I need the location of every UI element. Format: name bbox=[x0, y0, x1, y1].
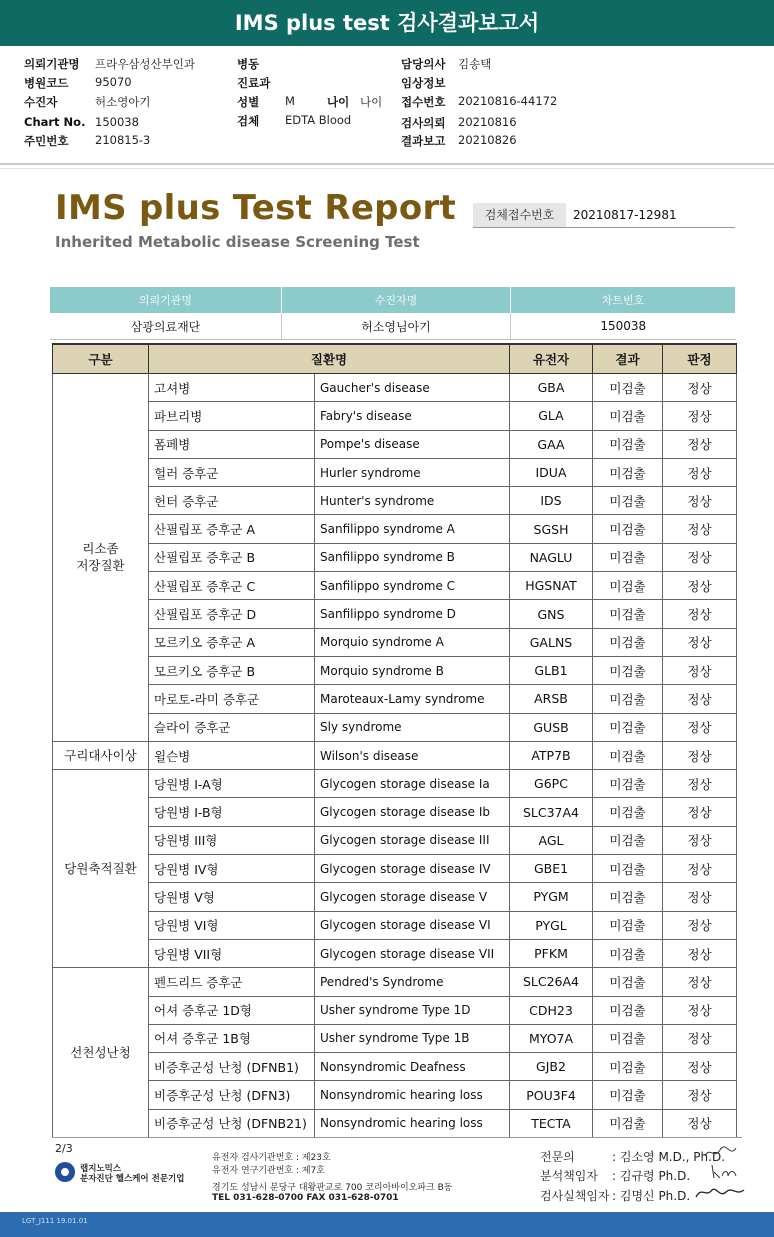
table-row bbox=[53, 628, 737, 656]
header-label: 검사의뢰 bbox=[401, 116, 446, 130]
receipt-label: 검체접수번호 bbox=[473, 203, 566, 227]
cell-result: 미검출 bbox=[593, 1109, 663, 1137]
cell-judgment: 정상 bbox=[663, 855, 737, 883]
cell-result: 미검출 bbox=[593, 741, 663, 769]
info-value: 허소영님아기 bbox=[282, 313, 511, 340]
cell-result: 미검출 bbox=[593, 572, 663, 600]
header-label: 주민번호 bbox=[24, 134, 69, 148]
table-row bbox=[53, 1024, 737, 1052]
cell-result: 미검출 bbox=[593, 1081, 663, 1109]
header-label: 병원코드 bbox=[24, 76, 69, 90]
cell-en: Morquio syndrome B bbox=[315, 656, 510, 684]
signature-1-icon bbox=[700, 1144, 740, 1162]
cell-judgment: 정상 bbox=[663, 1109, 737, 1137]
cell-en: Nonsyndromic Deafness bbox=[315, 1053, 510, 1081]
cell-result: 미검출 bbox=[593, 656, 663, 684]
cell-result: 미검출 bbox=[593, 996, 663, 1024]
cell-gene: POU3F4 bbox=[510, 1081, 593, 1109]
cell-judgment: 정상 bbox=[663, 1081, 737, 1109]
cell-ko: 당원병 I-A형 bbox=[149, 770, 315, 798]
cell-ko: 슬라이 증후군 bbox=[149, 713, 315, 741]
report-banner: IMS plus test 검사결과보고서 bbox=[0, 0, 774, 46]
table-row bbox=[53, 741, 737, 769]
cell-en: Nonsyndromic hearing loss bbox=[315, 1081, 510, 1109]
cell-en: Morquio syndrome A bbox=[315, 628, 510, 656]
cell-result: 미검출 bbox=[593, 1053, 663, 1081]
signer-name: : 김명신 Ph.D. bbox=[612, 1189, 691, 1203]
patient-header bbox=[0, 0, 774, 160]
cell-result: 미검출 bbox=[593, 430, 663, 458]
cell-result: 미검출 bbox=[593, 458, 663, 486]
form-code: LGT_J111 19.01.01 bbox=[22, 1217, 88, 1225]
header-label: 진료과 bbox=[237, 76, 271, 90]
cell-result: 미검출 bbox=[593, 855, 663, 883]
cell-result: 미검출 bbox=[593, 374, 663, 402]
cell-judgment: 정상 bbox=[663, 741, 737, 769]
cell-ko: 당원병 I-B형 bbox=[149, 798, 315, 826]
cell-ko: 비증후군성 난청 (DFNB21) bbox=[149, 1109, 315, 1137]
table-row bbox=[53, 798, 737, 826]
receipt-value: 20210817-12981 bbox=[573, 208, 677, 222]
header-divider bbox=[0, 163, 774, 165]
header-value: 150038 bbox=[95, 115, 139, 129]
cell-ko: 윌슨병 bbox=[149, 741, 315, 769]
header-value: 프라우삼성산부인과 bbox=[95, 57, 195, 71]
cell-result: 미검출 bbox=[593, 515, 663, 543]
cell-en: Usher syndrome Type 1B bbox=[315, 1024, 510, 1052]
cell-en: Hurler syndrome bbox=[315, 458, 510, 486]
header-value: 김송택 bbox=[458, 57, 492, 71]
cell-judgment: 정상 bbox=[663, 713, 737, 741]
table-row bbox=[53, 458, 737, 486]
header-label: 접수번호 bbox=[401, 95, 446, 109]
cell-gene: ATP7B bbox=[510, 741, 593, 769]
footer-line: TEL 031-628-0700 FAX 031-628-0701 bbox=[212, 1193, 399, 1203]
footer-line: 유전자 연구기관번호 : 제7호 bbox=[212, 1166, 325, 1176]
footer-divider bbox=[52, 1137, 742, 1138]
cell-gene: ARSB bbox=[510, 685, 593, 713]
cell-judgment: 정상 bbox=[663, 939, 737, 967]
cell-judgment: 정상 bbox=[663, 1053, 737, 1081]
cell-result: 미검출 bbox=[593, 628, 663, 656]
category-text: 당원축적질환 bbox=[64, 861, 137, 877]
cell-en: Pompe's disease bbox=[315, 430, 510, 458]
cell-ko: 모르키오 증후군 B bbox=[149, 656, 315, 684]
table-row bbox=[53, 1109, 737, 1137]
cell-judgment: 정상 bbox=[663, 1024, 737, 1052]
info-header: 의뢰기관명 bbox=[50, 287, 282, 313]
cell-ko: 마로토-라미 증후군 bbox=[149, 685, 315, 713]
table-row bbox=[53, 911, 737, 939]
cell-en: Glycogen storage disease VII bbox=[315, 939, 510, 967]
cell-en: Usher syndrome Type 1D bbox=[315, 996, 510, 1024]
info-value: 삼광의료재단 bbox=[50, 313, 282, 340]
cell-gene: GJB2 bbox=[510, 1053, 593, 1081]
cell-gene: GALNS bbox=[510, 628, 593, 656]
cell-ko: 비증후군성 난청 (DFN3) bbox=[149, 1081, 315, 1109]
table-row bbox=[53, 968, 737, 996]
cell-gene: MYO7A bbox=[510, 1024, 593, 1052]
table-row bbox=[53, 600, 737, 628]
cell-result: 미검출 bbox=[593, 911, 663, 939]
header-label: 수진자 bbox=[24, 95, 58, 109]
cell-judgment: 정상 bbox=[663, 996, 737, 1024]
results-table bbox=[52, 343, 737, 1138]
category-text: 리소좀 bbox=[82, 541, 119, 557]
cell-ko: 당원병 VI형 bbox=[149, 911, 315, 939]
report-subtitle: Inherited Metabolic disease Screening Test bbox=[55, 233, 420, 251]
cell-judgment: 정상 bbox=[663, 458, 737, 486]
col-header: 결과 bbox=[593, 344, 663, 374]
info-header: 차트번호 bbox=[511, 287, 736, 313]
cell-gene: IDUA bbox=[510, 458, 593, 486]
cell-en: Sanfilippo syndrome B bbox=[315, 543, 510, 571]
table-row bbox=[53, 402, 737, 430]
info-header: 수진자명 bbox=[282, 287, 511, 313]
cell-en: Sanfilippo syndrome A bbox=[315, 515, 510, 543]
cell-en: Sly syndrome bbox=[315, 713, 510, 741]
col-header: 구분 bbox=[53, 344, 149, 374]
cell-en: Gaucher's disease bbox=[315, 374, 510, 402]
header-label: 나이 bbox=[327, 95, 350, 109]
cell-ko: 어셔 증후군 1B형 bbox=[149, 1024, 315, 1052]
header-value: 20210816-44172 bbox=[458, 94, 558, 108]
cell-judgment: 정상 bbox=[663, 430, 737, 458]
bottom-bar bbox=[0, 1212, 774, 1237]
cell-gene: SLC26A4 bbox=[510, 968, 593, 996]
cell-judgment: 정상 bbox=[663, 883, 737, 911]
cell-judgment: 정상 bbox=[663, 515, 737, 543]
cell-en: Glycogen storage disease IV bbox=[315, 855, 510, 883]
cell-gene: HGSNAT bbox=[510, 572, 593, 600]
signer-role: 분석책임자 bbox=[540, 1169, 598, 1183]
cell-ko: 비증후군성 난청 (DFNB1) bbox=[149, 1053, 315, 1081]
cell-judgment: 정상 bbox=[663, 656, 737, 684]
cell-judgment: 정상 bbox=[663, 600, 737, 628]
cell-ko: 헌터 증후군 bbox=[149, 487, 315, 515]
signature-3-icon bbox=[694, 1182, 750, 1202]
category-cell bbox=[53, 968, 149, 1138]
cell-en: Wilson's disease bbox=[315, 741, 510, 769]
cell-ko: 당원병 IV형 bbox=[149, 855, 315, 883]
company-logo bbox=[55, 1162, 75, 1182]
table-row bbox=[53, 939, 737, 967]
header-value: 95070 bbox=[95, 75, 132, 89]
cell-gene: GLA bbox=[510, 402, 593, 430]
cell-result: 미검출 bbox=[593, 939, 663, 967]
col-header: 질환명 bbox=[149, 344, 510, 374]
cell-ko: 헐러 증후군 bbox=[149, 458, 315, 486]
cell-en: Pendred's Syndrome bbox=[315, 968, 510, 996]
table-row bbox=[53, 374, 737, 402]
category-cell bbox=[53, 374, 149, 742]
cell-gene: GNS bbox=[510, 600, 593, 628]
info-value: 150038 bbox=[511, 313, 736, 340]
cell-gene: GBA bbox=[510, 374, 593, 402]
cell-en: Fabry's disease bbox=[315, 402, 510, 430]
cell-judgment: 정상 bbox=[663, 628, 737, 656]
cell-judgment: 정상 bbox=[663, 798, 737, 826]
signer-name: : 김규령 Ph.D. bbox=[612, 1169, 691, 1183]
header-value: 210815-3 bbox=[95, 133, 151, 147]
report-title: IMS plus Test Report bbox=[55, 188, 457, 228]
cell-gene: GAA bbox=[510, 430, 593, 458]
receipt-number-box bbox=[473, 203, 735, 228]
col-header: 유전자 bbox=[510, 344, 593, 374]
cell-judgment: 정상 bbox=[663, 402, 737, 430]
table-row bbox=[53, 515, 737, 543]
cell-judgment: 정상 bbox=[663, 487, 737, 515]
cell-ko: 펜드리드 증후군 bbox=[149, 968, 315, 996]
cell-judgment: 정상 bbox=[663, 543, 737, 571]
cell-gene: SGSH bbox=[510, 515, 593, 543]
cell-result: 미검출 bbox=[593, 883, 663, 911]
cell-en: Sanfilippo syndrome C bbox=[315, 572, 510, 600]
cell-ko: 당원병 V형 bbox=[149, 883, 315, 911]
cell-ko: 산필립포 증후군 A bbox=[149, 515, 315, 543]
table-row bbox=[53, 487, 737, 515]
table-row bbox=[53, 1081, 737, 1109]
signer-name: : 김소영 M.D., Ph.D. bbox=[612, 1150, 726, 1164]
category-text: 선천성난청 bbox=[70, 1045, 131, 1061]
header-value: 나이 bbox=[360, 95, 383, 109]
cell-judgment: 정상 bbox=[663, 374, 737, 402]
header-label: 임상정보 bbox=[401, 76, 446, 90]
cell-en: Glycogen storage disease V bbox=[315, 883, 510, 911]
cell-result: 미검출 bbox=[593, 685, 663, 713]
cell-ko: 모르키오 증후군 A bbox=[149, 628, 315, 656]
table-row bbox=[53, 572, 737, 600]
cell-gene: SLC37A4 bbox=[510, 798, 593, 826]
cell-result: 미검출 bbox=[593, 600, 663, 628]
col-header: 판정 bbox=[663, 344, 737, 374]
table-row bbox=[53, 883, 737, 911]
cell-en: Sanfilippo syndrome D bbox=[315, 600, 510, 628]
company-tagline: 분자진단 헬스케어 전문기업 bbox=[80, 1174, 185, 1184]
table-row bbox=[53, 656, 737, 684]
header-divider-thin bbox=[0, 168, 774, 169]
logo-dot-icon bbox=[61, 1168, 69, 1176]
requester-info-table bbox=[50, 287, 736, 340]
signature-2-icon bbox=[706, 1162, 742, 1182]
cell-en: Maroteaux-Lamy syndrome bbox=[315, 685, 510, 713]
table-row bbox=[53, 543, 737, 571]
cell-en: Nonsyndromic hearing loss bbox=[315, 1109, 510, 1137]
table-row bbox=[53, 770, 737, 798]
cell-en: Glycogen storage disease III bbox=[315, 826, 510, 854]
category-cell bbox=[53, 770, 149, 968]
cell-judgment: 정상 bbox=[663, 968, 737, 996]
cell-judgment: 정상 bbox=[663, 572, 737, 600]
cell-gene: GBE1 bbox=[510, 855, 593, 883]
header-value: 20210816 bbox=[458, 115, 517, 129]
cell-judgment: 정상 bbox=[663, 826, 737, 854]
cell-gene: AGL bbox=[510, 826, 593, 854]
cell-gene: G6PC bbox=[510, 770, 593, 798]
category-text: 저장질환 bbox=[76, 558, 125, 574]
cell-judgment: 정상 bbox=[663, 770, 737, 798]
table-row bbox=[53, 1053, 737, 1081]
cell-result: 미검출 bbox=[593, 770, 663, 798]
category-cell bbox=[53, 741, 149, 769]
cell-en: Glycogen storage disease VI bbox=[315, 911, 510, 939]
header-label: 검체 bbox=[237, 114, 260, 128]
cell-result: 미검출 bbox=[593, 826, 663, 854]
cell-result: 미검출 bbox=[593, 968, 663, 996]
cell-judgment: 정상 bbox=[663, 685, 737, 713]
signer-role: 전문의 bbox=[540, 1150, 575, 1164]
header-label: Chart No. bbox=[24, 115, 86, 129]
cell-result: 미검출 bbox=[593, 1024, 663, 1052]
cell-result: 미검출 bbox=[593, 713, 663, 741]
cell-result: 미검출 bbox=[593, 402, 663, 430]
cell-result: 미검출 bbox=[593, 487, 663, 515]
header-label: 담당의사 bbox=[401, 57, 446, 71]
cell-judgment: 정상 bbox=[663, 911, 737, 939]
cell-ko: 당원병 III형 bbox=[149, 826, 315, 854]
cell-ko: 고셔병 bbox=[149, 374, 315, 402]
header-label: 결과보고 bbox=[401, 134, 446, 148]
footer-line: 유전자 검사기관번호 : 제23호 bbox=[212, 1153, 331, 1163]
cell-gene: GLB1 bbox=[510, 656, 593, 684]
cell-ko: 파브리병 bbox=[149, 402, 315, 430]
cell-en: Glycogen storage disease Ib bbox=[315, 798, 510, 826]
page-number: 2/3 bbox=[55, 1142, 73, 1155]
cell-en: Glycogen storage disease Ia bbox=[315, 770, 510, 798]
cell-ko: 당원병 VII형 bbox=[149, 939, 315, 967]
cell-result: 미검출 bbox=[593, 543, 663, 571]
company-name: 랩지노믹스 bbox=[80, 1164, 122, 1174]
cell-ko: 산필립포 증후군 C bbox=[149, 572, 315, 600]
table-row bbox=[53, 430, 737, 458]
footer-line: 경기도 성남시 분당구 대왕판교로 700 코리아바이오파크 B동 bbox=[212, 1183, 453, 1193]
table-row bbox=[53, 996, 737, 1024]
cell-gene: TECTA bbox=[510, 1109, 593, 1137]
cell-gene: NAGLU bbox=[510, 543, 593, 571]
header-label: 성별 bbox=[237, 95, 260, 109]
cell-gene: PYGM bbox=[510, 883, 593, 911]
cell-ko: 폼페병 bbox=[149, 430, 315, 458]
table-row bbox=[53, 685, 737, 713]
cell-gene: IDS bbox=[510, 487, 593, 515]
table-row bbox=[53, 855, 737, 883]
cell-result: 미검출 bbox=[593, 798, 663, 826]
header-label: 의뢰기관명 bbox=[24, 57, 80, 71]
header-value: EDTA Blood bbox=[285, 113, 352, 127]
header-value: M bbox=[285, 94, 295, 108]
table-row bbox=[53, 826, 737, 854]
cell-gene: GUSB bbox=[510, 713, 593, 741]
cell-en: Hunter's syndrome bbox=[315, 487, 510, 515]
table-row bbox=[53, 713, 737, 741]
signer-role: 검사실책임자 bbox=[540, 1189, 610, 1203]
header-label: 병동 bbox=[237, 57, 260, 71]
cell-ko: 산필립포 증후군 B bbox=[149, 543, 315, 571]
category-text: 구리대사이상 bbox=[64, 748, 137, 763]
header-value: 20210826 bbox=[458, 133, 517, 147]
cell-ko: 산필립포 증후군 D bbox=[149, 600, 315, 628]
header-value: 허소영아기 bbox=[95, 95, 151, 109]
cell-gene: CDH23 bbox=[510, 996, 593, 1024]
cell-gene: PYGL bbox=[510, 911, 593, 939]
cell-ko: 어셔 증후군 1D형 bbox=[149, 996, 315, 1024]
cell-gene: PFKM bbox=[510, 939, 593, 967]
